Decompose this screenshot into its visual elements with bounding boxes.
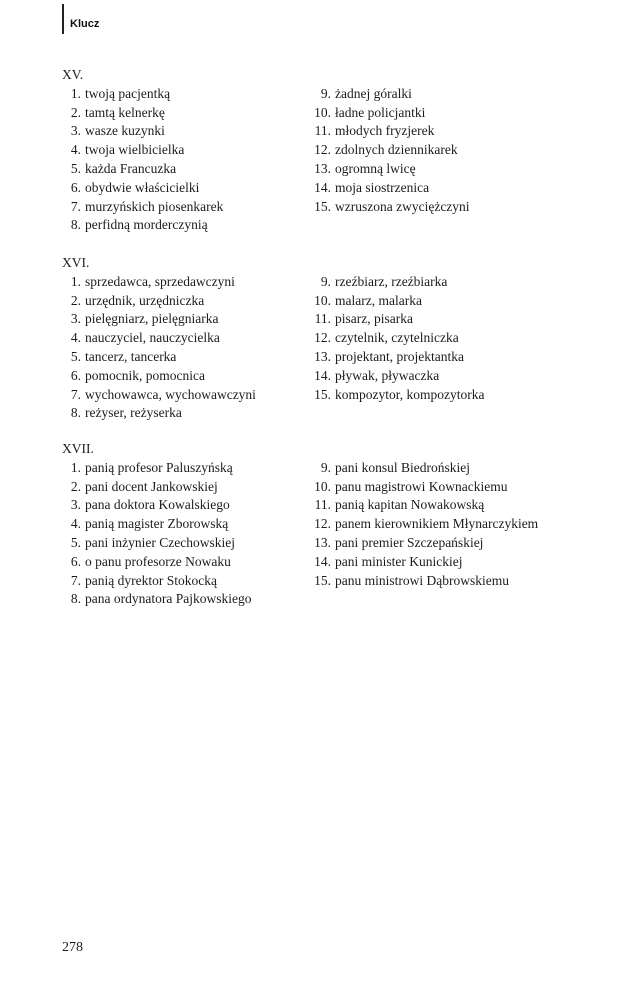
answer-item — [306, 85, 586, 104]
answer-item — [306, 310, 586, 329]
section-title: XV. — [62, 67, 84, 82]
answer-item — [306, 104, 586, 123]
answer-item — [62, 515, 302, 534]
section-title: XVI. — [62, 255, 90, 270]
item-number: 15. — [314, 386, 331, 402]
answer-item — [62, 404, 302, 423]
answer-column-left — [62, 85, 302, 235]
item-text: panem kierownikiem Młynarczykiem — [335, 516, 539, 532]
answer-item — [62, 459, 302, 478]
item-number: 1. — [70, 273, 81, 289]
item-number: 10. — [314, 104, 331, 120]
answer-item — [62, 310, 302, 329]
answer-item — [306, 273, 586, 292]
page-number: 278 — [62, 940, 83, 955]
item-text: pana ordynatora Pajkowskiego — [85, 591, 252, 607]
item-text: wasze kuzynki — [85, 123, 165, 139]
answer-item — [62, 160, 302, 179]
item-text: pływak, pływaczka — [335, 367, 440, 383]
item-text: rzeźbiarz, rzeźbiarka — [335, 273, 448, 289]
item-number: 3. — [70, 497, 81, 513]
answer-column-right — [306, 273, 586, 405]
answer-item — [62, 85, 302, 104]
item-text: nauczyciel, nauczycielka — [85, 330, 220, 346]
item-text: malarz, malarka — [335, 292, 422, 308]
item-number: 1. — [70, 459, 81, 475]
answer-item — [306, 160, 586, 179]
item-text: tamtą kelnerkę — [85, 104, 165, 120]
item-text: zdolnych dziennikarek — [335, 142, 458, 158]
item-text: każda Francuzka — [85, 160, 177, 176]
answer-item — [62, 198, 302, 217]
answer-item — [62, 572, 302, 591]
item-number: 14. — [314, 553, 331, 569]
item-number: 7. — [70, 198, 81, 214]
item-text: panią magister Zborowską — [85, 516, 229, 532]
item-number: 2. — [70, 478, 81, 494]
item-text: panu magistrowi Kownackiemu — [335, 478, 508, 494]
item-number: 14. — [314, 367, 331, 383]
answer-item — [306, 572, 586, 591]
item-text: obydwie właścicielki — [85, 179, 200, 195]
answer-column-left — [62, 459, 302, 609]
item-text: pana doktora Kowalskiego — [85, 497, 230, 513]
item-text: pisarz, pisarka — [335, 311, 413, 327]
answer-item — [62, 292, 302, 311]
section-xv — [62, 66, 582, 237]
item-text: ogromną lwicę — [335, 160, 416, 176]
item-number: 6. — [70, 367, 81, 383]
answer-item — [306, 534, 586, 553]
answer-item — [306, 348, 586, 367]
item-text: pani docent Jankowskiej — [85, 478, 218, 494]
answer-item — [306, 496, 586, 515]
item-text: ładne policjantki — [335, 104, 426, 120]
answer-item — [306, 198, 586, 217]
answer-item — [62, 179, 302, 198]
item-number: 6. — [70, 179, 81, 195]
header-rule — [62, 4, 64, 34]
item-text: twoją pacjentką — [85, 85, 171, 101]
item-number: 8. — [70, 217, 81, 233]
answer-column-right — [306, 85, 586, 217]
item-number: 13. — [314, 348, 331, 364]
item-number: 4. — [70, 516, 81, 532]
item-number: 11. — [314, 123, 331, 139]
item-text: twoja wielbicielka — [85, 142, 185, 158]
item-number: 5. — [70, 160, 81, 176]
item-text: tancerz, tancerka — [85, 348, 177, 364]
item-text: panu ministrowi Dąbrowskiemu — [335, 572, 509, 588]
answer-item — [62, 329, 302, 348]
answer-item — [62, 478, 302, 497]
answer-item — [306, 367, 586, 386]
item-text: pani inżynier Czechowskiej — [85, 534, 235, 550]
item-number: 10. — [314, 292, 331, 308]
item-number: 8. — [70, 405, 81, 421]
answer-item — [62, 348, 302, 367]
item-text: murzyńskich piosenkarek — [85, 198, 224, 214]
answer-column-right — [306, 459, 586, 591]
item-text: kompozytor, kompozytorka — [335, 386, 485, 402]
answer-column-left — [62, 273, 302, 423]
item-number: 2. — [70, 292, 81, 308]
item-number: 15. — [314, 198, 331, 214]
answer-item — [62, 273, 302, 292]
answer-item — [306, 553, 586, 572]
answer-columns — [62, 273, 582, 425]
item-text: pani minister Kunickiej — [335, 553, 463, 569]
item-number: 6. — [70, 553, 81, 569]
item-text: reżyser, reżyserka — [85, 405, 182, 421]
item-number: 5. — [70, 534, 81, 550]
section-xvii — [62, 440, 582, 611]
item-text: urzędnik, urzędniczka — [85, 292, 205, 308]
item-text: pani konsul Biedrońskiej — [335, 459, 470, 475]
item-number: 3. — [70, 311, 81, 327]
answer-item — [306, 386, 586, 405]
item-number: 2. — [70, 104, 81, 120]
answer-item — [62, 386, 302, 405]
answer-item — [62, 496, 302, 515]
item-number: 12. — [314, 142, 331, 158]
answer-item — [306, 141, 586, 160]
item-text: pielęgniarz, pielęgniarka — [85, 311, 219, 327]
item-text: wychowawca, wychowawczyni — [85, 386, 256, 402]
item-text: czytelnik, czytelniczka — [335, 330, 459, 346]
item-number: 7. — [70, 386, 81, 402]
answer-columns — [62, 459, 582, 611]
item-text: moja siostrzenica — [335, 179, 430, 195]
answer-item — [306, 292, 586, 311]
item-text: młodych fryzjerek — [335, 123, 435, 139]
section-xvi — [62, 254, 582, 425]
answer-item — [62, 553, 302, 572]
item-number: 1. — [70, 85, 81, 101]
item-text: perfidną morderczynią — [85, 217, 208, 233]
answer-item — [306, 179, 586, 198]
item-number: 14. — [314, 179, 331, 195]
item-number: 13. — [314, 534, 331, 550]
item-number: 13. — [314, 160, 331, 176]
running-header: Klucz — [70, 18, 100, 30]
answer-item — [306, 515, 586, 534]
section-title: XVII. — [62, 441, 94, 456]
item-text: panią profesor Paluszyńską — [85, 459, 233, 475]
item-text: o panu profesorze Nowaku — [85, 553, 231, 569]
item-text: pomocnik, pomocnica — [85, 367, 205, 383]
answer-item — [306, 478, 586, 497]
item-number: 8. — [70, 591, 81, 607]
item-text: pani premier Szczepańskiej — [335, 534, 484, 550]
answer-columns — [62, 85, 582, 237]
item-text: panią dyrektor Stokocką — [85, 572, 217, 588]
item-number: 12. — [314, 516, 331, 532]
item-number: 11. — [314, 497, 331, 513]
answer-item — [62, 367, 302, 386]
answer-item — [62, 122, 302, 141]
item-number: 4. — [70, 142, 81, 158]
item-text: projektant, projektantka — [335, 348, 464, 364]
item-number: 4. — [70, 330, 81, 346]
item-number: 10. — [314, 478, 331, 494]
item-number: 5. — [70, 348, 81, 364]
item-text: wzruszona zwyciężczyni — [335, 198, 470, 214]
item-number: 12. — [314, 330, 331, 346]
item-number: 7. — [70, 572, 81, 588]
answer-item — [62, 104, 302, 123]
item-number: 3. — [70, 123, 81, 139]
item-number: 15. — [314, 572, 331, 588]
item-number: 9. — [320, 273, 331, 289]
answer-item — [62, 216, 302, 235]
item-number: 9. — [320, 85, 331, 101]
answer-item — [62, 534, 302, 553]
answer-item — [306, 459, 586, 478]
item-text: panią kapitan Nowakowską — [335, 497, 485, 513]
answer-item — [306, 329, 586, 348]
answer-item — [62, 590, 302, 609]
item-text: sprzedawca, sprzedawczyni — [85, 273, 235, 289]
item-number: 11. — [314, 311, 331, 327]
answer-item — [306, 122, 586, 141]
item-text: żadnej góralki — [335, 85, 412, 101]
answer-item — [62, 141, 302, 160]
item-number: 9. — [320, 459, 331, 475]
